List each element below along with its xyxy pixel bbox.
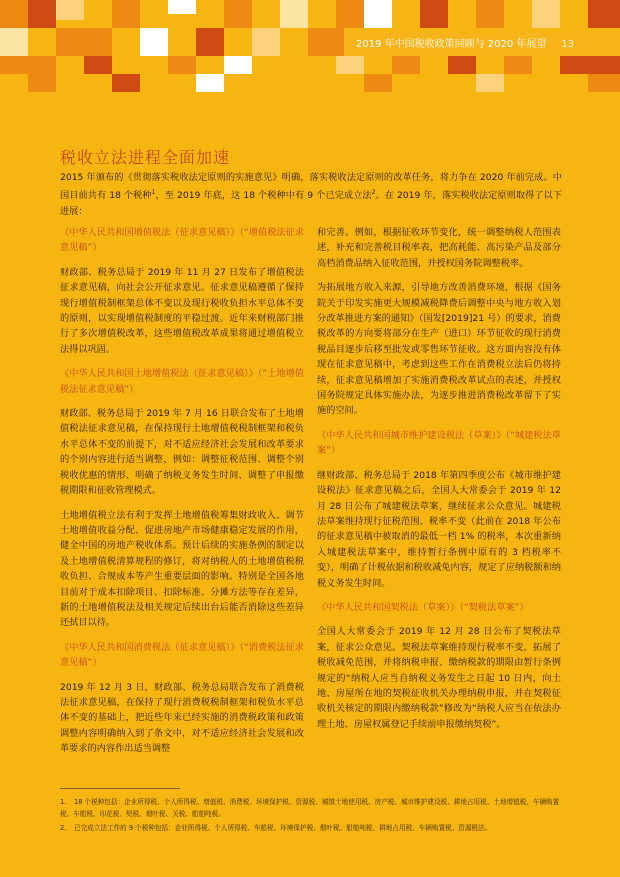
body-paragraph: 财政部、税务总局于 2019 年 11 月 27 日发布了增值税法征求意见稿，向社会公开征求意见。征求意见稿遵循了保持现行增值税制框架总体不变以及现行税收负担水平总体不变的原则，以实现增值税制度的平稳过渡。近年来财税部门推行了多次增值税改革，这些增值税改革成果将通过增值税立法得以巩固。 [60,266,304,355]
footnote-2: 2. 已完成立法工作的 9 个税种包括：企业所得税、个人所得税、车船税、环境保护税、烟叶税、船舶吨税、耕地占用税、车辆购置税、资源税法。 [60,824,492,832]
right-column [317,225,561,741]
body-paragraph: 继财政部、税务总局于 2018 年第四季度公布《城市维护建设税法》征求意见稿之后，全国人大常委会于 2019 年 12 月 28 日公布了城建税法草案，继续征求公众意见。城建税法草案维持现行征税范围、税率不变（此前在 2018 年公布的征求意见稿中被取消的最低一档 1% 的税率，本次重新纳入城建税法草案中，维持暂行条例中原有的 3 档税率不变），明确了计税依据和税收减免内容，规定了应纳税额和纳税义务发生时间。 [317,469,561,589]
left-column [60,225,304,766]
footnote-1: 1. 18 个税种包括：企业所得税、个人所得税、增值税、消费税、环境保护税、资源税、城镇土地使用税、房产税、城市维护建设税、耕地占用税、土地增值税、车辆购置税、车船税、印花税、契税、烟叶税、关税、船舶吨税。 [60,798,560,818]
body-paragraph: 和完善。例如，根据征收环节变化，统一调整纳税人范围表述，补充和完善税目税率表，把高耗能、高污染产品及部分高档消费品纳入征收范围，并授权国务院调整税率。 [317,227,561,269]
law-heading: 《中华人民共和国土地增值税法（征求意见稿）》（“土地增值税法征求意见稿”） [60,368,304,395]
section-title: 税收立法进程全面加速 [60,148,231,167]
law-heading: 《中华人民共和国增值税法（征求意见稿）》（“增值税法征求意见稿”） [60,227,304,254]
page-number: 13 [561,39,574,50]
running-header [344,33,620,56]
body-paragraph: 为拓展地方收入来源，引导地方改善消费环境，根据《国务院关于印发实施更大规模减税降费后调整中央与地方收入划分改革推进方案的通知》（国发[2019]21 号）的要求，消费税改革的方向要将部分在生产（进口）环节征收的现行消费税品目逐步后移至批发或零售环节征收。这方面内容没有体现在征求意见稿中，考虑到这些工作在消费税立法后仍将持续，征求意见稿增加了实施消费税改革试点的表述，并授权国务院规定具体实施办法，为逐步推进消费税改革留下了实施的空间。 [317,282,561,417]
header-title: 2019 年中国税收政策回顾与 2020 年展望 [356,39,547,50]
intro-paragraph: 2015 年颁布的《贯彻落实税收法定原则的实施意见》明确，落实税收法定原则的改革任务，将力争在 2020 年前完成。中国目前共有 18 个税种$^1$，至 2019 年底，这 18 个税种中有 9 个已完成立法$^2$。在 2019 年，落实税收法定原则取得了以下进展： [60,172,562,217]
footnote-divider [60,788,180,789]
body-paragraph: 2019 年 12 月 3 日，财政部、税务总局联合发布了消费税法征求意见稿，在保持了现行消费税税制框架和税负水平总体不变的基础上，把近些年来已经实施的消费税政策和政策调整内容明确纳入到了条文中，对不适应经济社会发展和改革要求的内容作出适当调整 [60,681,304,755]
footnote-ref-1[interactable]: 1 [151,189,156,197]
law-heading: 《中华人民共和国城市维护建设税法（草案）》（“城建税法草案”） [317,429,561,457]
body-paragraph: 财政部、税务总局于 2019 年 7 月 16 日联合发布了土地增值税法征求意见稿，在保持现行土地增值税税制框架和税负水平总体不变的前提下，对不适应经济社会发展和改革要求的个别内容进行适当调整，例如：调整征税范围、调整个别税收优惠的情形、明确了纳税义务发生时间、调整了申报缴税期限和征收管理模式。 [60,408,304,497]
law-heading: 《中华人民共和国消费税法（征求意见稿）》（“消费税法征求意见稿”） [60,641,304,669]
body-paragraph: 全国人大常委会于 2019 年 12 月 28 日公布了契税法草案，征求公众意见。契税法草案维持现行税率不变，拓展了税收减免范围，并将纳税申报、缴纳税款的期限由暂行条例规定的“纳税人应当自纳税义务发生之日起 10 日内，向土地、房屋所在地的契税征收机关办理纳税申报，并在契税征收机关核定的期限内缴纳税款”修改为“纳税人应当在依法办理土地、房屋权属登记手续前申报缴纳契税”。 [317,626,561,730]
footnote-ref-2[interactable]: 2 [371,189,376,197]
body-paragraph: 土地增值税立法有利于发挥土地增值税筹集财政收入、调节土地增值收益分配、促进房地产市场健康稳定发展的作用，健全中国的房地产税收体系。预计后续的实施条例的制定以及土地增值税清算规程的修订，将对纳税人的土地增值税税收负担、合规成本等产生重要层面的影响。特别是全国各地目前对于成本扣除项目、扣除标准、分摊方法等存在差异，新的土地增值税法及相关规定后续出台后能否消除这些差异还拭目以待。 [60,509,304,629]
law-heading: 《中华人民共和国契税法（草案）》（“契税法草案”） [317,601,529,613]
